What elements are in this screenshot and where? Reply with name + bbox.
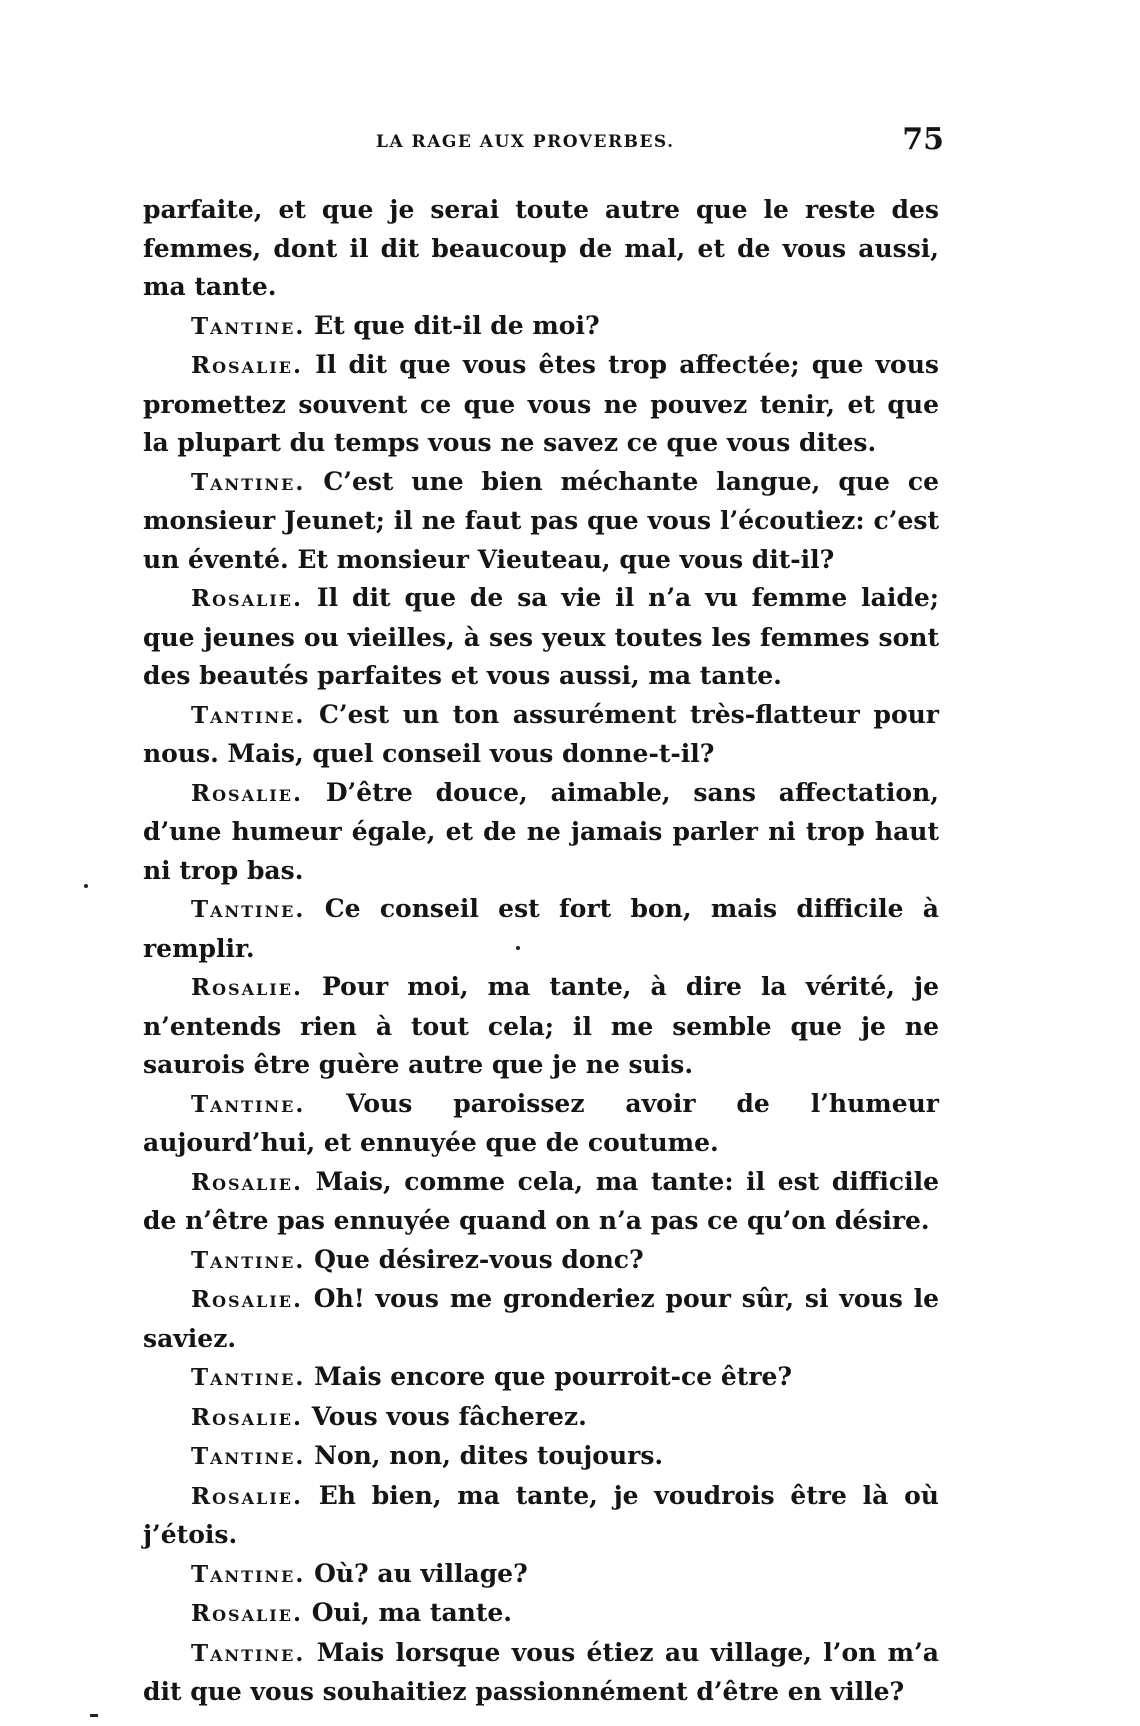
- speaker-name: Tantine.: [191, 896, 306, 923]
- dialogue-line: [143, 1358, 939, 1398]
- speaker-name: Rosalie.: [191, 585, 303, 612]
- speaker-name: Tantine.: [191, 1639, 306, 1667]
- speech-text: Oh! vous me gronderiez pour sûr, si vous le saviez.: [143, 1284, 939, 1353]
- speaker-name: Tantine.: [191, 312, 306, 340]
- speech-text: Eh bien, ma tante, je voudrois être là où j’étois.: [143, 1480, 939, 1549]
- dialogue-line: [143, 1241, 939, 1281]
- speech-text: Il dit que vous êtes trop affectée; que vous promettez souvent ce que vous ne pouvez tenir, et que la plupart du temps vous ne savez ce que vous dites.: [143, 350, 939, 457]
- speaker-name: Rosalie.: [191, 1403, 303, 1431]
- margin-speck: [516, 946, 520, 950]
- margin-speck: [90, 1714, 98, 1717]
- speaker-name: Rosalie.: [191, 1482, 303, 1510]
- dialogue-line: [143, 1398, 939, 1438]
- dialogue-line: [143, 463, 939, 580]
- speech-text: Mais lorsque vous étiez au village, l’on m’a dit que vous souhaitiez passionnément d’être en ville?: [143, 1637, 939, 1706]
- speaker-name: Rosalie.: [191, 1286, 303, 1313]
- dialogue-line: [143, 1280, 939, 1358]
- speech-text: parfaite, et que je serai toute autre que le reste des femmes, dont il dit beaucoup de mal, et de vous aussi, ma tante.: [143, 195, 939, 301]
- speaker-name: Tantine.: [191, 1364, 306, 1391]
- page-header: [144, 122, 944, 168]
- speaker-name: Rosalie.: [191, 974, 303, 1001]
- speech-text: C’est un ton assurément très-flatteur pour nous. Mais, quel conseil vous donne-t-il?: [143, 699, 939, 768]
- speech-text: Où? au village?: [314, 1558, 528, 1588]
- dialogue-line: [143, 968, 939, 1085]
- speaker-name: Tantine.: [191, 701, 306, 729]
- dialogue-line: [143, 1594, 939, 1634]
- speaker-name: Tantine.: [191, 1090, 306, 1118]
- dialogue-line: [143, 346, 939, 463]
- speech-text: Il dit que de sa vie il n’a vu femme laide; que jeunes ou vieilles, à ses yeux toutes les femmes sont des beautés parfaites et vous aussi, ma tante.: [143, 583, 939, 690]
- dialogue-line: [143, 1634, 939, 1712]
- speech-text: Que désirez-vous donc?: [314, 1244, 644, 1274]
- speaker-name: Tantine.: [191, 1560, 306, 1588]
- dialogue-line: [143, 1555, 939, 1595]
- speech-text: Non, non, dites toujours.: [314, 1441, 664, 1470]
- speech-text: Oui, ma tante.: [311, 1598, 512, 1627]
- margin-speck: [84, 884, 88, 888]
- speaker-name: Rosalie.: [191, 779, 303, 807]
- dialogue-line: [143, 1085, 939, 1163]
- dialogue-line: [143, 774, 939, 891]
- speech-text: Vous paroissez avoir de l’humeur aujourd’hui, et ennuyée que de coutume.: [143, 1088, 939, 1157]
- dialogue-line: [143, 696, 939, 774]
- speech-text: Ce conseil est fort bon, mais difficile à remplir.: [143, 894, 939, 963]
- speaker-name: Tantine.: [191, 1246, 306, 1274]
- speech-text: Et que dit-il de moi?: [314, 310, 600, 340]
- speech-text: Mais, comme cela, ma tante: il est difficile de n’être pas ennuyée quand on n’a pas ce qu’on désire.: [143, 1166, 939, 1235]
- speech-text: Vous vous fâcherez.: [311, 1401, 587, 1431]
- speech-text: Mais encore que pourroit-ce être?: [314, 1362, 793, 1391]
- paragraph: [143, 191, 939, 307]
- dialogue-line: [143, 1437, 939, 1477]
- dialogue-line: [143, 1477, 939, 1555]
- dialogue-line: [143, 890, 939, 968]
- page-number: 75: [902, 122, 944, 157]
- speech-text: Pour moi, ma tante, à dire la vérité, je n’entends rien à tout cela; il me semble que je ne saurois être guère autre que je ne suis.: [143, 972, 939, 1079]
- speaker-name: Rosalie.: [191, 352, 303, 379]
- speaker-name: Rosalie.: [191, 1600, 303, 1627]
- running-title: LA RAGE AUX PROVERBES.: [376, 132, 675, 152]
- speech-text: C’est une bien méchante langue, que ce monsieur Jeunet; il ne faut pas que vous l’écoutiez: c’est un éventé. Et monsieur Vieuteau, que vous dit-il?: [143, 466, 939, 574]
- speaker-name: Rosalie.: [191, 1168, 303, 1196]
- dialogue-line: [143, 1163, 939, 1241]
- dialogue-line: [143, 579, 939, 696]
- dialogue-line: [143, 307, 939, 347]
- body-text: [143, 191, 939, 1712]
- speech-text: D’être douce, aimable, sans affectation, d’une humeur égale, et de ne jamais parler ni trop haut ni trop bas.: [143, 777, 939, 885]
- speaker-name: Tantine.: [191, 468, 306, 496]
- speaker-name: Tantine.: [191, 1443, 306, 1470]
